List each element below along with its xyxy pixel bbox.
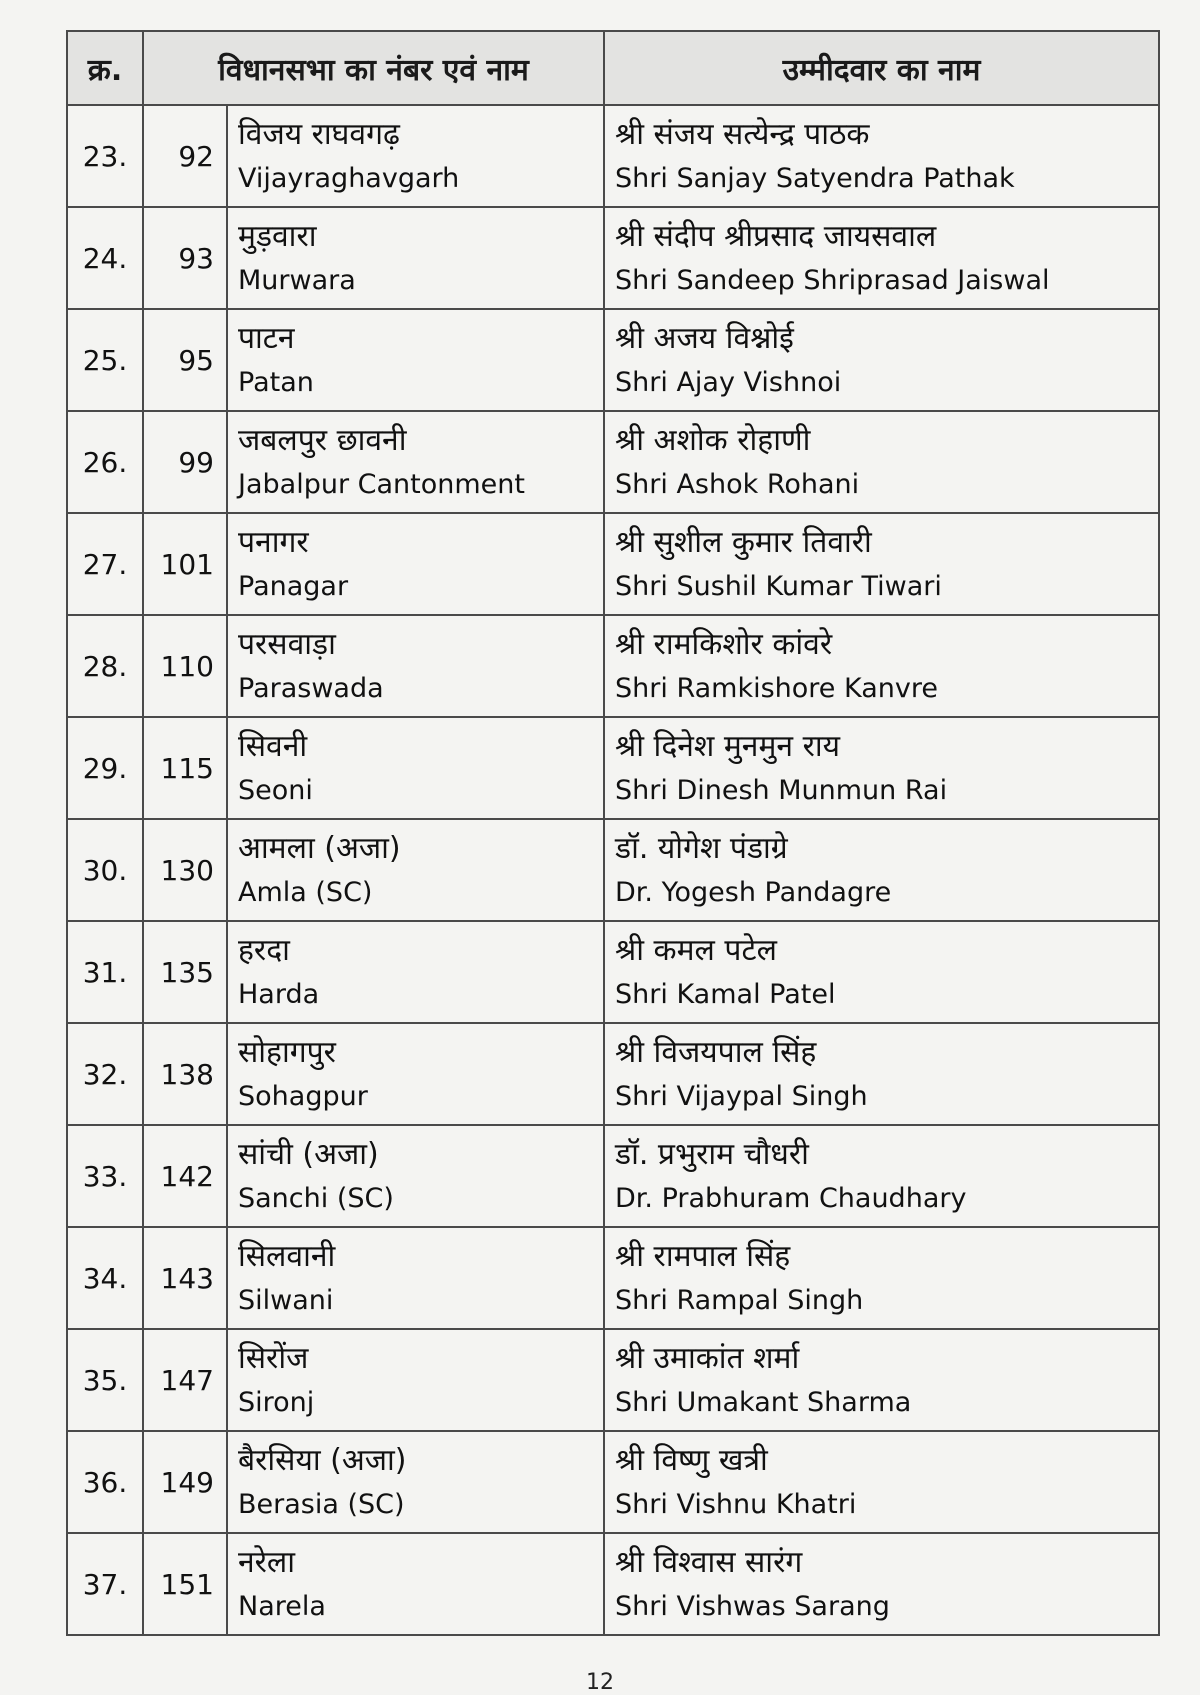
serial-cell: 35. — [67, 1329, 143, 1431]
candidate-name-english: Dr. Yogesh Pandagre — [615, 877, 892, 908]
table-row — [67, 207, 1159, 309]
candidate-name-cell — [604, 1227, 1159, 1329]
candidate-name-english: Shri Vijaypal Singh — [615, 1081, 868, 1112]
table-row — [67, 1227, 1159, 1329]
constituency-number-cell: 115 — [143, 717, 227, 819]
candidate-name-cell — [604, 819, 1159, 921]
constituency-name-hindi: मुड़वारा — [238, 219, 317, 254]
constituency-name-hindi: सिलवानी — [238, 1239, 336, 1274]
constituency-number-cell: 142 — [143, 1125, 227, 1227]
constituency-name-cell — [227, 1125, 604, 1227]
table-row — [67, 1023, 1159, 1125]
candidate-name-cell — [604, 1023, 1159, 1125]
serial-cell: 31. — [67, 921, 143, 1023]
candidate-name-hindi: श्री दिनेश मुनमुन राय — [615, 729, 841, 764]
constituency-name-english: Patan — [238, 367, 314, 398]
candidate-name-english: Shri Sanjay Satyendra Pathak — [615, 163, 1015, 194]
constituency-name-english: Sanchi (SC) — [238, 1183, 394, 1214]
constituency-name-english: Silwani — [238, 1285, 334, 1316]
candidate-name-english: Shri Ashok Rohani — [615, 469, 860, 500]
candidate-name-english: Shri Rampal Singh — [615, 1285, 864, 1316]
constituency-name-cell — [227, 1431, 604, 1533]
candidate-name-english: Shri Dinesh Munmun Rai — [615, 775, 948, 806]
constituency-number-cell: 93 — [143, 207, 227, 309]
constituency-name-cell — [227, 1023, 604, 1125]
table-row — [67, 411, 1159, 513]
candidate-name-hindi: डॉ. प्रभुराम चौधरी — [615, 1137, 809, 1172]
table-row — [67, 105, 1159, 207]
constituency-name-hindi: जबलपुर छावनी — [238, 423, 407, 458]
candidate-name-english: Shri Umakant Sharma — [615, 1387, 912, 1418]
constituency-number-cell: 147 — [143, 1329, 227, 1431]
constituency-name-hindi: सांची (अजा) — [238, 1137, 379, 1172]
table-body — [67, 105, 1159, 1635]
header-serial: क्र. — [67, 31, 143, 105]
constituency-name-hindi: विजय राघवगढ़ — [238, 117, 400, 152]
serial-cell: 33. — [67, 1125, 143, 1227]
constituency-name-english: Jabalpur Cantonment — [238, 469, 525, 500]
candidate-name-cell — [604, 207, 1159, 309]
candidate-name-cell — [604, 1431, 1159, 1533]
constituency-name-english: Seoni — [238, 775, 313, 806]
candidate-name-hindi: श्री रामपाल सिंह — [615, 1239, 791, 1274]
constituency-name-english: Harda — [238, 979, 320, 1010]
candidate-name-hindi: श्री विश्वास सारंग — [615, 1545, 803, 1580]
constituency-number-cell: 99 — [143, 411, 227, 513]
serial-cell: 37. — [67, 1533, 143, 1635]
constituency-number-cell: 138 — [143, 1023, 227, 1125]
serial-cell: 29. — [67, 717, 143, 819]
table-row — [67, 1533, 1159, 1635]
constituency-name-english: Berasia (SC) — [238, 1489, 405, 1520]
constituency-number-cell: 143 — [143, 1227, 227, 1329]
table-row — [67, 717, 1159, 819]
table-row — [67, 1431, 1159, 1533]
table-row — [67, 1329, 1159, 1431]
constituency-name-cell — [227, 717, 604, 819]
candidate-name-english: Shri Kamal Patel — [615, 979, 836, 1010]
candidate-name-english: Shri Vishwas Sarang — [615, 1591, 890, 1622]
candidate-name-english: Shri Vishnu Khatri — [615, 1489, 857, 1520]
constituency-name-cell — [227, 615, 604, 717]
table-row — [67, 513, 1159, 615]
constituency-name-cell — [227, 819, 604, 921]
candidate-name-hindi: डॉ. योगेश पंडाग्रे — [615, 831, 788, 866]
candidate-name-english: Shri Sushil Kumar Tiwari — [615, 571, 942, 602]
constituency-name-cell — [227, 1329, 604, 1431]
constituency-name-english: Sironj — [238, 1387, 315, 1418]
constituency-name-hindi: सोहागपुर — [238, 1035, 336, 1070]
constituency-number-cell: 149 — [143, 1431, 227, 1533]
candidate-name-hindi: श्री सुशील कुमार तिवारी — [615, 525, 872, 560]
candidate-table — [66, 30, 1160, 1636]
serial-cell: 23. — [67, 105, 143, 207]
candidate-name-english: Dr. Prabhuram Chaudhary — [615, 1183, 967, 1214]
constituency-number-cell: 92 — [143, 105, 227, 207]
table-row — [67, 921, 1159, 1023]
constituency-name-cell — [227, 105, 604, 207]
constituency-number-cell: 130 — [143, 819, 227, 921]
constituency-name-english: Murwara — [238, 265, 356, 296]
constituency-name-cell — [227, 1227, 604, 1329]
candidate-name-english: Shri Sandeep Shriprasad Jaiswal — [615, 265, 1050, 296]
header-constituency: विधानसभा का नंबर एवं नाम — [143, 31, 604, 105]
constituency-name-cell — [227, 207, 604, 309]
constituency-name-english: Paraswada — [238, 673, 384, 704]
constituency-name-english: Panagar — [238, 571, 349, 602]
candidate-name-english: Shri Ramkishore Kanvre — [615, 673, 938, 704]
table-row — [67, 615, 1159, 717]
candidate-name-hindi: श्री रामकिशोर कांवरे — [615, 627, 833, 662]
constituency-name-hindi: सिरोंज — [238, 1341, 309, 1376]
candidate-name-english: Shri Ajay Vishnoi — [615, 367, 842, 398]
constituency-name-hindi: आमला (अजा) — [238, 831, 401, 866]
constituency-number-cell: 95 — [143, 309, 227, 411]
candidate-name-cell — [604, 717, 1159, 819]
candidate-name-hindi: श्री उमाकांत शर्मा — [615, 1341, 800, 1376]
candidate-name-hindi: श्री संजय सत्येन्द्र पाठक — [615, 117, 870, 152]
constituency-number-cell: 135 — [143, 921, 227, 1023]
serial-cell: 28. — [67, 615, 143, 717]
candidate-name-cell — [604, 1329, 1159, 1431]
candidate-name-hindi: श्री अशोक रोहाणी — [615, 423, 811, 458]
constituency-name-hindi: पनागर — [238, 525, 309, 560]
table-header-row — [67, 31, 1159, 105]
constituency-name-hindi: पाटन — [238, 321, 295, 356]
constituency-name-hindi: सिवनी — [238, 729, 308, 764]
candidate-name-cell — [604, 921, 1159, 1023]
serial-cell: 24. — [67, 207, 143, 309]
table-row — [67, 1125, 1159, 1227]
candidate-name-cell — [604, 615, 1159, 717]
constituency-name-cell — [227, 921, 604, 1023]
constituency-name-cell — [227, 1533, 604, 1635]
constituency-name-hindi: बैरसिया (अजा) — [238, 1443, 407, 1478]
constituency-name-hindi: नरेला — [238, 1545, 296, 1580]
table-row — [67, 819, 1159, 921]
constituency-name-english: Amla (SC) — [238, 877, 373, 908]
serial-cell: 32. — [67, 1023, 143, 1125]
constituency-name-hindi: परसवाड़ा — [238, 627, 336, 662]
candidate-name-hindi: श्री विजयपाल सिंह — [615, 1035, 817, 1070]
candidate-name-hindi: श्री कमल पटेल — [615, 933, 777, 968]
constituency-name-english: Vijayraghavgarh — [238, 163, 460, 194]
constituency-name-cell — [227, 513, 604, 615]
candidate-name-cell — [604, 1125, 1159, 1227]
candidate-name-hindi: श्री संदीप श्रीप्रसाद जायसवाल — [615, 219, 937, 254]
page-number: 12 — [586, 1670, 614, 1695]
constituency-name-cell — [227, 411, 604, 513]
header-candidate: उम्मीदवार का नाम — [604, 31, 1159, 105]
candidate-name-cell — [604, 309, 1159, 411]
candidate-name-cell — [604, 105, 1159, 207]
constituency-number-cell: 110 — [143, 615, 227, 717]
candidate-name-hindi: श्री अजय विश्नोई — [615, 321, 794, 356]
candidate-name-cell — [604, 411, 1159, 513]
constituency-name-cell — [227, 309, 604, 411]
serial-cell: 34. — [67, 1227, 143, 1329]
serial-cell: 36. — [67, 1431, 143, 1533]
serial-cell: 27. — [67, 513, 143, 615]
constituency-number-cell: 101 — [143, 513, 227, 615]
constituency-name-english: Sohagpur — [238, 1081, 368, 1112]
serial-cell: 25. — [67, 309, 143, 411]
serial-cell: 26. — [67, 411, 143, 513]
candidate-name-hindi: श्री विष्णु खत्री — [615, 1443, 768, 1478]
serial-cell: 30. — [67, 819, 143, 921]
candidate-name-cell — [604, 1533, 1159, 1635]
table-row — [67, 309, 1159, 411]
constituency-name-hindi: हरदा — [238, 933, 290, 968]
constituency-name-english: Narela — [238, 1591, 326, 1622]
candidate-name-cell — [604, 513, 1159, 615]
constituency-number-cell: 151 — [143, 1533, 227, 1635]
